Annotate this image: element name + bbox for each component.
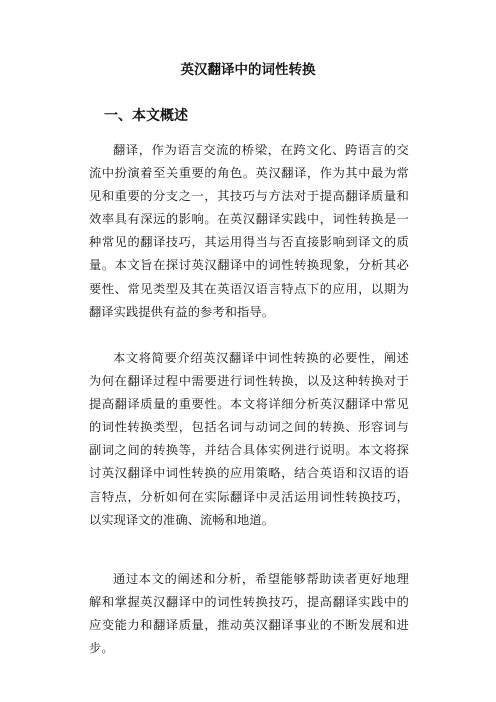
document-title: 英汉翻译中的词性转换 <box>180 62 316 78</box>
section-heading: 一、本文概述 <box>104 108 188 124</box>
body-paragraph-2: 本文将简要介绍英汉翻译中词性转换的必要性，阐述为何在翻译过程中需要进行词性转换，以及这种转换对于提高翻译质量的重要性。本文将详细分析英汉翻译中常见的词性转换类型，包括名词与动词之间的转换、形容词与副词之间的转换等，并结合具体实例进行说明。本文将探讨英汉翻译中词性转换的应用策略，结合英语和汉语的语言特点，分析如何在实际翻译中灵活运用词性转换技巧，以实现译文的准确、流畅和地道。 <box>89 351 409 527</box>
body-paragraph-1: 翻译，作为语言交流的桥梁，在跨文化、跨语言的交流中扮演着至关重要的角色。英汉翻译，作为其中最为常见和重要的分支之一，其技巧与方法对于提高翻译质量和效率具有深远的影响。在英汉翻译实践中，词性转换是一种常见的翻译技巧，其运用得当与否直接影响到译文的质量。本文旨在探讨英汉翻译中的词性转换现象，分析其必要性、常见类型及其在英语汉语言特点下的应用，以期为翻译实践提供有益的参考和指导。 <box>89 143 409 319</box>
body-paragraph-3: 通过本文的阐述和分析，希望能够帮助读者更好地理解和掌握英汉翻译中的词性转换技巧，提高翻译实践中的应变能力和翻译质量，推动英汉翻译事业的不断发展和进步。 <box>89 572 409 656</box>
